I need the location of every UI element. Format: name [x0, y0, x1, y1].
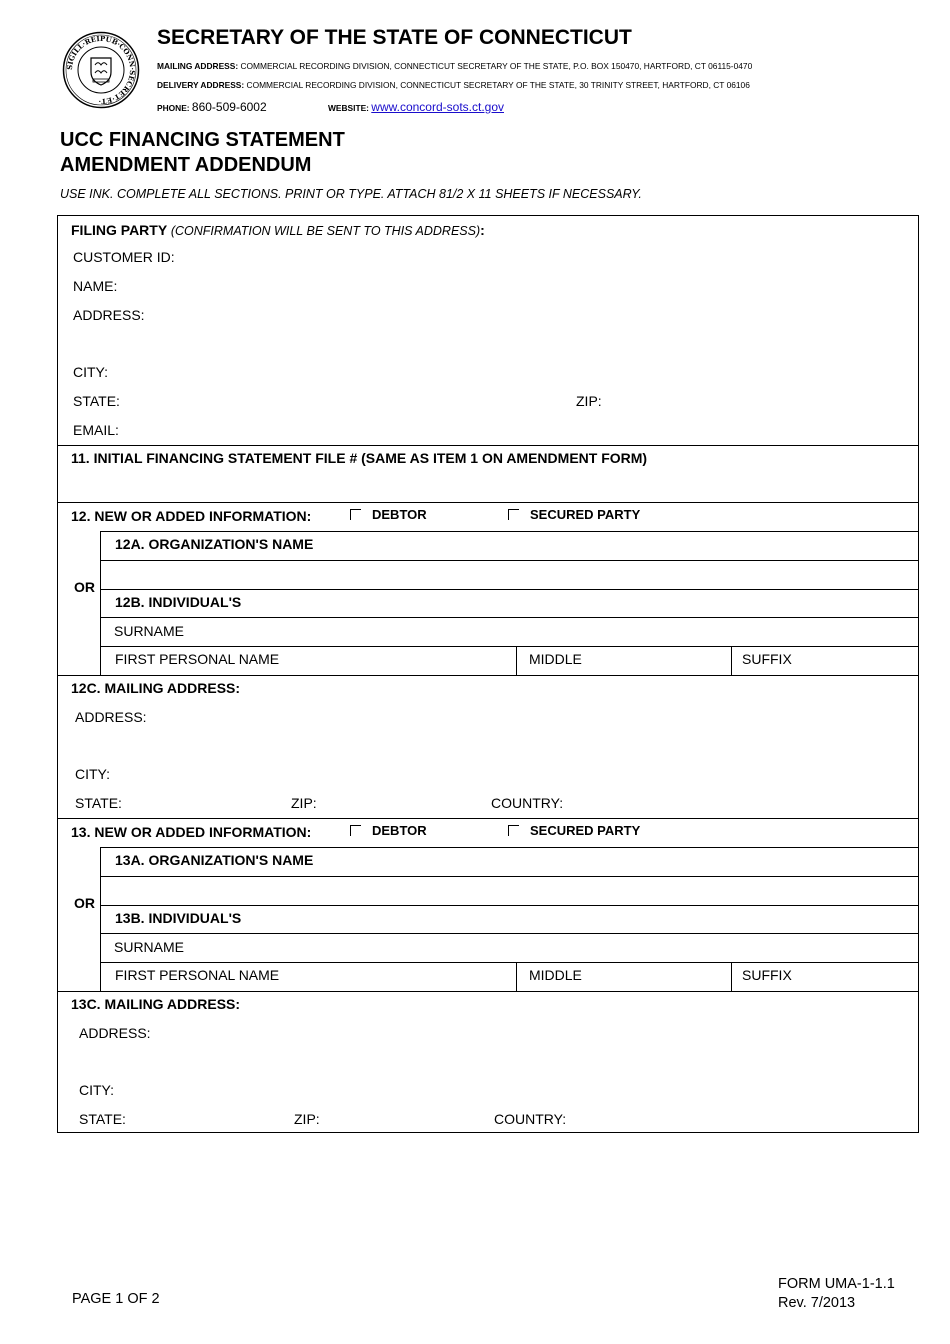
item13c-state-field[interactable]: STATE:	[79, 1111, 126, 1127]
form-instructions: USE INK. COMPLETE ALL SECTIONS. PRINT OR TYPE. ATTACH 81/2 X 11 SHEETS IF NECESSARY.	[60, 187, 642, 201]
divider	[100, 560, 919, 561]
divider	[57, 675, 919, 676]
filing-party-note: (CONFIRMATION WILL BE SENT TO THIS ADDRESS)	[170, 224, 481, 238]
agency-title: SECRETARY OF THE STATE OF CONNECTICUT	[157, 26, 632, 49]
item12b-suffix-field[interactable]: SUFFIX	[742, 651, 792, 667]
divider	[100, 617, 919, 618]
divider	[731, 962, 732, 991]
phone-line	[157, 100, 267, 114]
item12b-individual-label: 12B. INDIVIDUAL'S	[115, 594, 242, 610]
name-field[interactable]: NAME:	[73, 278, 118, 294]
form-title-line2: AMENDMENT ADDENDUM	[60, 154, 312, 176]
item13b-middle-field[interactable]: MIDDLE	[529, 967, 582, 983]
delivery-address-label: DELIVERY ADDRESS:	[157, 80, 245, 90]
address-field[interactable]: ADDRESS:	[73, 307, 145, 323]
divider	[57, 445, 919, 446]
item13-secured-party-checkbox[interactable]	[508, 825, 519, 836]
form-number: FORM UMA-1-1.1	[778, 1276, 895, 1292]
item13c-country-field[interactable]: COUNTRY:	[494, 1111, 567, 1127]
website-line	[328, 100, 504, 114]
item13b-individual-label: 13B. INDIVIDUAL'S	[115, 910, 242, 926]
phone-label: PHONE:	[157, 103, 190, 113]
item13-or-label: OR	[74, 895, 95, 911]
item13b-suffix-field[interactable]: SUFFIX	[742, 967, 792, 983]
city-field[interactable]: CITY:	[73, 364, 109, 380]
zip-field[interactable]: ZIP:	[576, 393, 602, 409]
item13a-org-name-label: 13A. ORGANIZATION'S NAME	[115, 852, 314, 868]
item12-or-label: OR	[74, 579, 95, 595]
item12b-first-name-field[interactable]: FIRST PERSONAL NAME	[115, 651, 280, 667]
revision-date: Rev. 7/2013	[778, 1295, 856, 1311]
item12-debtor-checkbox[interactable]	[350, 509, 361, 520]
phone-value: 860-509-6002	[191, 100, 267, 114]
item12c-zip-field[interactable]: ZIP:	[291, 795, 317, 811]
item11-file-number-field[interactable]: 11. INITIAL FINANCING STATEMENT FILE # (SAME AS ITEM 1 ON AMENDMENT FORM)	[71, 450, 648, 466]
divider	[100, 646, 919, 647]
website-label: WEBSITE:	[328, 103, 369, 113]
divider	[57, 991, 919, 992]
item13b-first-name-field[interactable]: FIRST PERSONAL NAME	[115, 967, 280, 983]
mailing-address-value: COMMERCIAL RECORDING DIVISION, CONNECTICUT SECRETARY OF THE STATE, P.O. BOX 150470, HARTFORD, CT 06115-0470	[240, 61, 753, 71]
item13c-zip-field[interactable]: ZIP:	[294, 1111, 320, 1127]
item12-label: 12. NEW OR ADDED INFORMATION:	[71, 508, 312, 524]
item13c-city-field[interactable]: CITY:	[79, 1082, 115, 1098]
divider	[100, 962, 919, 963]
delivery-address-value: COMMERCIAL RECORDING DIVISION, CONNECTICUT SECRETARY OF THE STATE, 30 TRINITY STREET, HARTFORD, CT 06106	[246, 80, 750, 90]
page-number: PAGE 1 OF 2	[72, 1291, 160, 1307]
divider	[100, 905, 919, 906]
filing-party-label: FILING PARTY	[71, 222, 167, 238]
item13-debtor-checkbox[interactable]	[350, 825, 361, 836]
item13-debtor-label: DEBTOR	[372, 823, 427, 838]
form-title	[60, 128, 345, 178]
item13b-surname-field[interactable]: SURNAME	[114, 939, 185, 955]
divider	[100, 531, 919, 532]
divider	[100, 531, 101, 675]
form-title-line1: UCC FINANCING STATEMENT	[60, 129, 345, 151]
item12b-middle-field[interactable]: MIDDLE	[529, 651, 582, 667]
item12c-city-field[interactable]: CITY:	[75, 766, 111, 782]
item12a-org-name-label: 12A. ORGANIZATION'S NAME	[115, 536, 314, 552]
item12c-state-field[interactable]: STATE:	[75, 795, 122, 811]
divider	[516, 962, 517, 991]
item13-label: 13. NEW OR ADDED INFORMATION:	[71, 824, 312, 840]
item12c-address-field[interactable]: ADDRESS:	[75, 709, 147, 725]
state-seal	[62, 31, 140, 109]
filing-party-colon: :	[480, 222, 485, 238]
svg-text:SIGILL·REIPUB·CONN·SECRET·ET·: SIGILL·REIPUB·CONN·SECRET·ET·	[64, 33, 138, 107]
divider	[57, 502, 919, 503]
divider	[100, 847, 101, 991]
divider	[100, 933, 919, 934]
item12-debtor-label: DEBTOR	[372, 507, 427, 522]
item13-secured-party-label: SECURED PARTY	[530, 823, 641, 838]
website-link[interactable]: www.concord-sots.ct.gov	[371, 100, 504, 114]
customer-id-field[interactable]: CUSTOMER ID:	[73, 249, 175, 265]
divider	[57, 818, 919, 819]
mailing-address-line	[157, 61, 752, 71]
item12b-surname-field[interactable]: SURNAME	[114, 623, 185, 639]
divider	[100, 876, 919, 877]
divider	[100, 589, 919, 590]
item12c-mailing-address-label: 12C. MAILING ADDRESS:	[71, 680, 241, 696]
divider	[516, 646, 517, 675]
item13c-mailing-address-label: 13C. MAILING ADDRESS:	[71, 996, 241, 1012]
state-field[interactable]: STATE:	[73, 393, 120, 409]
item12-secured-party-label: SECURED PARTY	[530, 507, 641, 522]
email-field[interactable]: EMAIL:	[73, 422, 119, 438]
mailing-address-label: MAILING ADDRESS:	[157, 61, 239, 71]
divider	[100, 847, 919, 848]
item12-secured-party-checkbox[interactable]	[508, 509, 519, 520]
item13c-address-field[interactable]: ADDRESS:	[79, 1025, 151, 1041]
filing-party-heading	[71, 222, 485, 238]
divider	[731, 646, 732, 675]
item12c-country-field[interactable]: COUNTRY:	[491, 795, 564, 811]
delivery-address-line	[157, 80, 750, 90]
